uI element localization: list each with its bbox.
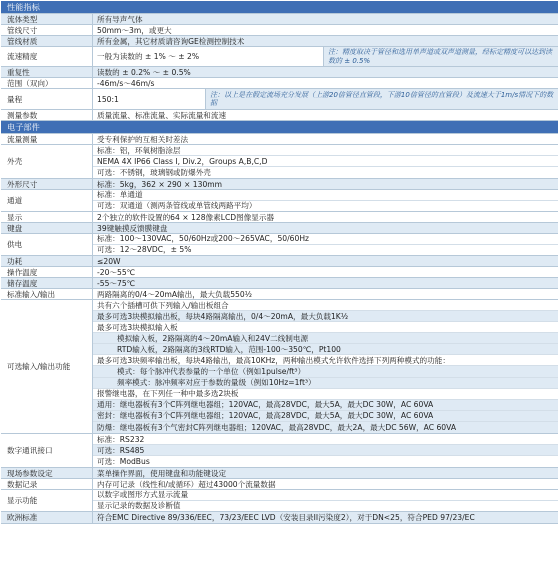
row-value: 所有金属，其它材质请咨询GE检测控制技术: [97, 36, 245, 46]
row-label: 储存温度: [1, 278, 93, 288]
row-label: 键盘: [1, 223, 93, 233]
row-value-line: 密封：继电器板有3个C阵列继电器组；120VAC，最高28VDC，最大5A，最大DC 30W，AC 60VA: [93, 411, 558, 422]
row-keypad: [1, 223, 558, 234]
row-value: -46m/s～46m/s: [97, 78, 155, 88]
row-value: 两路隔离的0/4～20mA输出，最大负载550½: [97, 289, 253, 299]
row-display: [1, 212, 558, 223]
row-label: 流量测量: [1, 134, 93, 144]
row-label: 测量参数: [1, 110, 93, 120]
row-display-functions: [1, 490, 558, 512]
row-value-line: 可选：12～28VDC，± 5%: [97, 245, 192, 255]
row-label: 功耗: [1, 256, 93, 266]
row-label: 欧洲标准: [1, 512, 93, 523]
row-value-line: 共有六个插槽可供下列输入/输出板组合: [93, 300, 558, 311]
section-header-electronics: 电子部件: [1, 121, 558, 134]
row-value-line: 以数字或图形方式显示流量: [93, 490, 558, 501]
row-value-line: 标准：单通道: [93, 190, 558, 201]
row-note: 注：以上是在假定流场充分发展（上游20倍管径直管段，下游10倍管径的直管段）及流速大于1m/s情况下的数据: [205, 89, 558, 109]
row-label: 流体类型: [1, 14, 93, 24]
row-flow-accuracy: [1, 47, 558, 67]
row-storage-temp: [1, 278, 558, 289]
row-pipe-size: [1, 25, 558, 36]
row-label: 操作温度: [1, 267, 93, 277]
row-value-line: 报警继电器，在下列任一种中最多选2块板: [93, 389, 558, 400]
row-label: 显示功能: [1, 490, 93, 511]
row-flow-measurement: [1, 134, 558, 145]
row-dimensions: [1, 179, 558, 190]
row-value: 150:1: [97, 94, 119, 104]
row-label: 外形尺寸: [1, 179, 93, 189]
row-value: -20～55℃: [97, 267, 136, 277]
row-value: 菜单操作界面，使用键盘和功能键设定: [97, 468, 227, 478]
row-value: 质量流量、标准流量、实际流量和流速: [97, 110, 227, 120]
row-label: 现场参数设定: [1, 468, 93, 478]
row-fluid-type: [1, 14, 558, 25]
row-value: -55～75℃: [97, 278, 136, 288]
row-label: 显示: [1, 212, 93, 222]
row-value-line: 可选：双通道（测两条管线或单管线两路平均）: [97, 201, 257, 211]
row-pipe-material: [1, 36, 558, 47]
row-data-logging: [1, 479, 558, 490]
row-communication: [1, 434, 558, 468]
row-value-line: RTD输入板，2路隔离的3线RTD输入，范围-100～350℃，Pt100: [93, 344, 558, 355]
row-value: 受专利保护的互相关时差法: [97, 134, 189, 144]
row-value-line: 最多可选3块模拟输出板，每块4路隔离输出，0/4～20mA，最大负载1K½: [93, 311, 558, 322]
row-label: 可选输入/输出功能: [1, 300, 93, 433]
row-value-line: 通用：继电器板有3个C阵列继电器组；120VAC，最高28VDC，最大5A，最大DC 30W，AC 60VA: [93, 400, 558, 411]
row-label: 重复性: [1, 67, 93, 77]
row-label: 数据记录: [1, 479, 93, 489]
row-note: 注：精度取决于管径和选用单声道或双声道测量，经标定精度可以达到读数的 ± 0.5%: [323, 47, 558, 66]
row-label: 管线尺寸: [1, 25, 93, 35]
row-channels: [1, 190, 558, 212]
row-value-line: 标准：100～130VAC，50/60Hz或200～265VAC，50/60Hz: [93, 234, 558, 245]
spec-sheet: [1, 1, 558, 524]
row-value: 39键触摸反馈膜键盘: [97, 223, 168, 233]
row-value-line: 模式：每个脉冲代表参量的一个单位（例如1pulse/ft³）: [93, 366, 558, 377]
row-standard-io: [1, 289, 558, 300]
row-value-line: NEMA 4X IP66 Class I, Div.2，Groups A,B,C,D: [93, 156, 558, 167]
row-range: [1, 78, 558, 89]
row-label: 外壳: [1, 145, 93, 178]
row-operating-temp: [1, 267, 558, 278]
row-parameter-setup: [1, 468, 558, 479]
row-value: 所有导声气体: [97, 14, 143, 24]
row-value-line: 最多可选3块频率输出板，每块4路输出，最高10KHz，两种输出模式允许软件选择下列两种模式的功能：: [93, 355, 558, 366]
row-power-consumption: [1, 256, 558, 267]
row-value: 标准：5kg，362 × 290 × 130mm: [97, 179, 223, 189]
row-power: [1, 234, 558, 256]
row-value: 一般为读数的 ± 1% ～ ± 2%: [97, 52, 200, 61]
row-value-line: 可选：RS485: [93, 445, 558, 456]
row-eu-standards: [1, 512, 558, 524]
row-enclosure: [1, 145, 558, 179]
row-value-line: 显示记录的数据及诊断值: [97, 501, 181, 511]
row-label: 范围（双向）: [1, 78, 93, 88]
row-value-line: 标准：RS232: [93, 434, 558, 445]
row-value: 读数的 ± 0.2% ～ ± 0.5%: [97, 67, 191, 77]
row-value: 内存可记录（线性和/或循环）超过43000个流量数据: [97, 479, 276, 489]
row-label: 数字通讯接口: [1, 434, 93, 467]
row-value: ≤20W: [97, 256, 121, 266]
row-measured-params: [1, 110, 558, 121]
row-rangeability: [1, 89, 558, 110]
row-label: 管线材质: [1, 36, 93, 46]
row-value-line: 防爆：继电器板有3个气密封C阵列继电器组；120VAC，最高28VDC，最大2A，最大DC 56W，AC 60VA: [93, 422, 558, 433]
row-value-line: 模拟输入板，2路隔离的4～20mA输入和24V二线制电源: [93, 333, 558, 344]
row-value-line: 最多可选3块模拟输入板: [93, 322, 558, 333]
row-value-line: 可选：不锈钢，玻璃钢或防爆外壳: [97, 168, 211, 177]
row-optional-io: [1, 300, 558, 434]
row-label: 量程: [1, 89, 93, 109]
section-header-performance: 性能指标: [1, 1, 558, 14]
row-repeatability: [1, 67, 558, 78]
row-value: 符合EMC Directive 89/336/EEC，73/23/EEC LVD（安装目录II污染度2），对于DN<25，符合PED 97/23/EC: [97, 513, 475, 522]
row-value-line: 可选：ModBus: [97, 457, 150, 466]
row-label: 流速精度: [1, 47, 93, 66]
row-label: 标准输入/输出: [1, 289, 93, 299]
row-value-line: 标准：铝，环氧树脂涂层: [93, 145, 558, 156]
row-value: 50mm～3m，或更大: [97, 25, 172, 35]
row-label: 通道: [1, 190, 93, 211]
row-value: 2个独立的软件设置的64 × 128像素LCD图像显示器: [97, 212, 275, 222]
row-value-line: 频率模式：脉冲频率对应于参数的量级（例如10Hz=1ft³）: [93, 378, 558, 389]
row-label: 供电: [1, 234, 93, 255]
